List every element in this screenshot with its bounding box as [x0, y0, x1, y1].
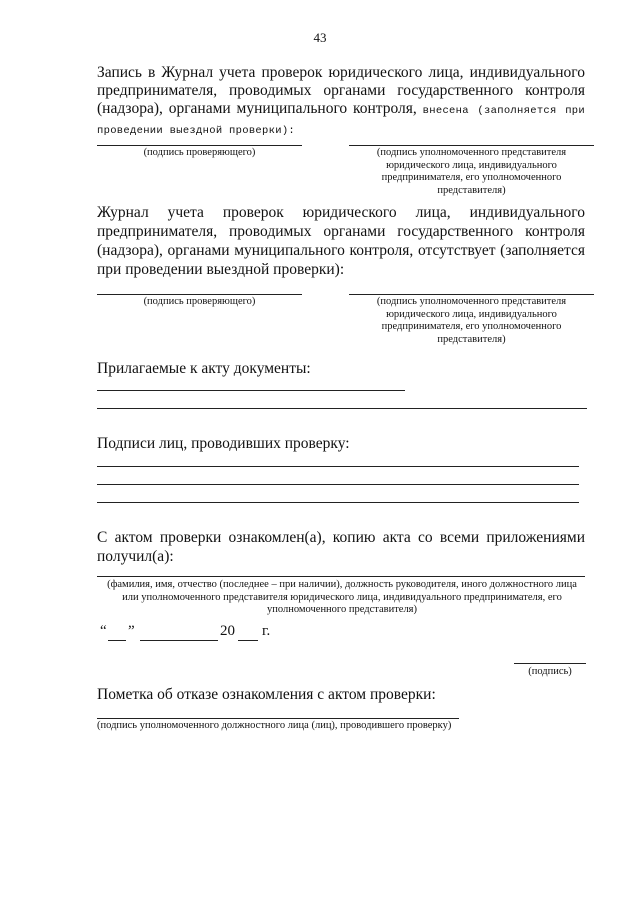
- acquainted-name-line[interactable]: [97, 576, 585, 577]
- journal-absent-paragraph: Журнал учета проверок юридического лица, индивидуального предпринимателя, проводимых органами государственного контроля (надзора), органами муниципального контроля, отсутствует (заполняется при проведении выездной проверки):: [97, 204, 585, 278]
- journal-entry-note: внесена (заполняется при проведении выездной проверки):: [97, 105, 585, 137]
- acquainted-signature-caption: (подпись): [528, 666, 572, 677]
- representative-signature-caption: (подпись уполномоченного представителя юридического лица, индивидуального предпринимателя, его уполномоченного представителя): [376, 147, 567, 196]
- representative-signature-line[interactable]: [349, 145, 594, 146]
- journal-entry-text: Запись в Журнал учета проверок юридического лица, индивидуального предпринимателя, проводимых органами государственного контроля (надзора), органами муниципального контроля,: [97, 64, 585, 117]
- representative-signature-line-2[interactable]: [349, 294, 594, 295]
- acquainted-paragraph: С актом проверки ознакомлен(а), копию акта со всеми приложениями получил(а):: [97, 529, 585, 565]
- acquainted-caption: (фамилия, имя, отчество (последнее – при наличии), должность руководителя, иного должностного лица или уполномоченного представителя юридического лица, индивидуального предпринимателя, его уполномоченного представителя): [107, 579, 577, 615]
- acquainted-signature-line[interactable]: [514, 663, 586, 664]
- inspectors-line-3[interactable]: [97, 502, 579, 503]
- attachments-heading: Прилагаемые к акту документы:: [97, 360, 311, 377]
- inspector-signature-caption-2: (подпись проверяющего): [143, 296, 256, 307]
- inspector-signature-line-2[interactable]: [97, 294, 302, 295]
- inspectors-line-1[interactable]: [97, 466, 579, 467]
- page-number: 43: [313, 30, 327, 45]
- attachments-line-2[interactable]: [97, 408, 587, 409]
- representative-signature-caption-2: (подпись уполномоченного представителя юридического лица, индивидуального предпринимателя, его уполномоченного представителя): [376, 296, 567, 345]
- refusal-signature-line[interactable]: [97, 718, 459, 719]
- inspectors-line-2[interactable]: [97, 484, 579, 485]
- inspector-signature-caption: (подпись проверяющего): [143, 147, 256, 158]
- refusal-caption: (подпись уполномоченного должностного лица (лиц), проводившего проверку): [97, 720, 452, 731]
- date-row: [100, 623, 300, 643]
- date-year-prefix: 20: [220, 623, 235, 639]
- refusal-heading: Пометка об отказе ознакомления с актом проверки:: [97, 686, 436, 703]
- date-year-suffix: г.: [262, 623, 271, 639]
- attachments-line-1[interactable]: [97, 390, 405, 391]
- date-day-line[interactable]: [108, 640, 126, 641]
- inspectors-heading: Подписи лиц, проводивших проверку:: [97, 435, 350, 452]
- inspector-signature-line[interactable]: [97, 145, 302, 146]
- date-month-line[interactable]: [140, 640, 218, 641]
- date-close-quote: ”: [128, 623, 135, 639]
- journal-entry-paragraph: [97, 64, 585, 140]
- date-open-quote: “: [100, 623, 107, 639]
- date-year-line[interactable]: [238, 640, 258, 641]
